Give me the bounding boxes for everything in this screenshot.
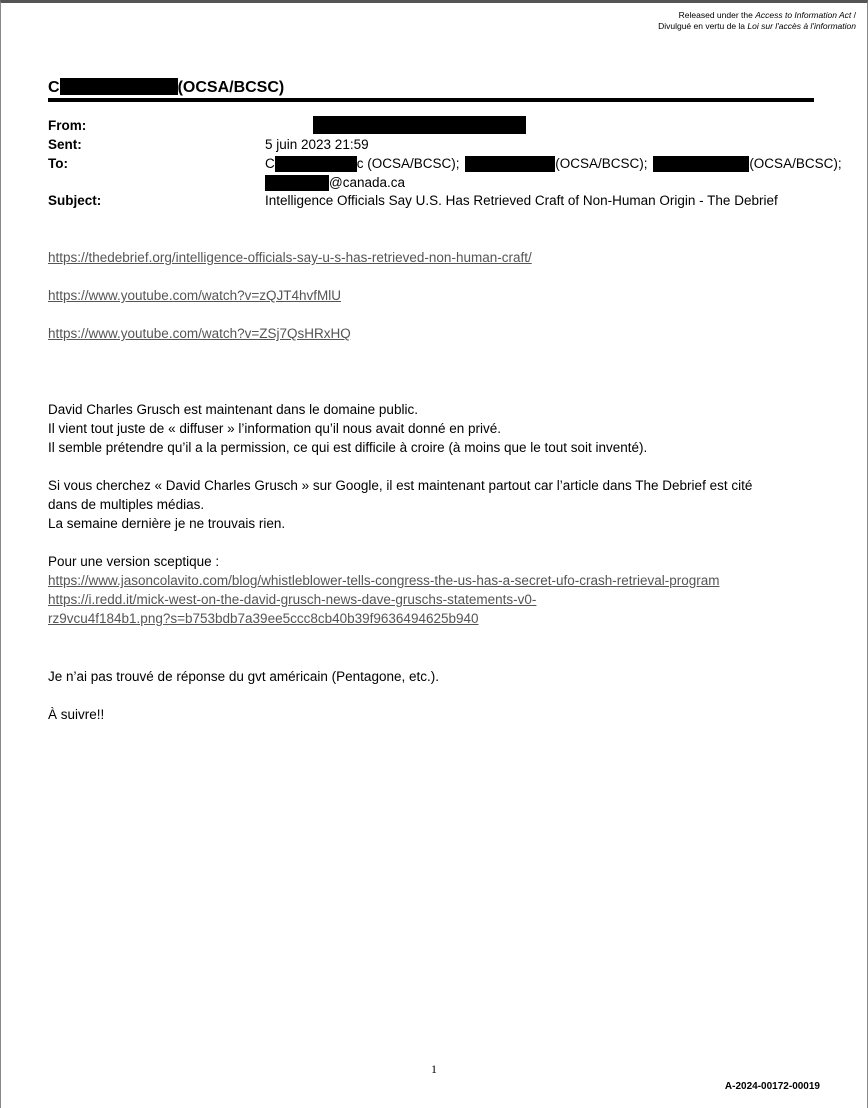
recipient-initial: C <box>265 156 275 171</box>
heading-divider <box>48 98 814 102</box>
sent-label: Sent: <box>48 137 82 152</box>
paragraph-4 <box>48 667 818 686</box>
sender-heading <box>48 78 284 98</box>
link-youtube-2-line <box>48 324 818 343</box>
paragraph-line: dans de multiples médias. <box>48 497 205 512</box>
recipient-suffix: (OCSA/BCSC); <box>555 156 648 171</box>
recipient-suffix: @canada.ca <box>329 175 406 190</box>
redaction-block <box>60 78 178 95</box>
link-debrief-line <box>48 248 818 267</box>
document-id: A-2024-00172-00019 <box>724 1081 820 1092</box>
paragraph-line: Pour une version sceptique : <box>48 554 220 569</box>
to-value-line2 <box>265 174 825 192</box>
redaction-block <box>275 156 357 172</box>
recipient-suffix: c (OCSA/BCSC); <box>356 156 460 171</box>
paragraph-1 <box>48 400 818 457</box>
paragraph-line: La semaine dernière je ne trouvais rien. <box>48 516 286 531</box>
redaction-block <box>313 116 526 134</box>
subject-value: Intelligence Officials Say U.S. Has Retrieved Craft of Non-Human Origin - The Debrief <box>265 193 778 208</box>
release-notice: Released under the Access to Information Act / Divulgué en vertu de la Loi sur l'accès à l'information <box>658 10 856 31</box>
heading-initial: C <box>48 79 60 96</box>
paragraph-3 <box>48 552 818 628</box>
heading-org: (OCSA/BCSC) <box>177 79 285 96</box>
link-colavito[interactable]: https://www.jasoncolavito.com/blog/whistleblower-tells-congress-the-us-has-a-secret-ufo-crash-retrieval-program <box>48 573 720 588</box>
recipient-suffix: (OCSA/BCSC); <box>749 156 842 171</box>
sent-value: 5 juin 2023 21:59 <box>265 137 369 152</box>
paragraph-line: David Charles Grusch est maintenant dans le domaine public. <box>48 402 418 417</box>
to-label: To: <box>48 156 68 171</box>
page-number: 1 <box>431 1062 437 1076</box>
paragraph-line: Je n’ai pas trouvé de réponse du gvt américain (Pentagone, etc.). <box>48 669 439 684</box>
to-value-line1 <box>265 155 842 173</box>
link-youtube-2[interactable]: https://www.youtube.com/watch?v=ZSj7QsHRxHQ <box>48 326 351 341</box>
link-redd-line2[interactable]: rz9vcu4f184b1.png?s=b753bdb7a39ee5ccc8cb40b39f9636494625b940 <box>48 611 479 626</box>
paragraph-5 <box>48 705 818 724</box>
redaction-block <box>653 156 749 172</box>
paragraph-line: Il semble prétendre qu’il a la permission, ce qui est difficile à croire (à moins que le tout soit inventé). <box>48 440 648 455</box>
link-youtube-1[interactable]: https://www.youtube.com/watch?v=zQJT4hvfMlU <box>48 288 341 303</box>
link-redd-line1[interactable]: https://i.redd.it/mick-west-on-the-david-grusch-news-dave-gruschs-statements-v0- <box>48 592 537 607</box>
from-value <box>265 116 825 134</box>
redaction-block <box>465 156 555 172</box>
subject-label: Subject: <box>48 193 102 208</box>
link-youtube-1-line <box>48 286 818 305</box>
paragraph-line: Si vous cherchez « David Charles Grusch » sur Google, il est maintenant partout car l’article dans The Debrief est cité <box>48 478 753 493</box>
paragraph-line: Il vient tout juste de « diffuser » l’information qu’il nous avait donné en privé. <box>48 421 502 436</box>
redaction-block <box>265 175 329 191</box>
paragraph-line: À suivre!! <box>48 707 105 722</box>
link-debrief[interactable]: https://thedebrief.org/intelligence-officials-say-u-s-has-retrieved-non-human-craft/ <box>48 250 532 265</box>
paragraph-2 <box>48 476 818 533</box>
from-label: From: <box>48 118 87 133</box>
